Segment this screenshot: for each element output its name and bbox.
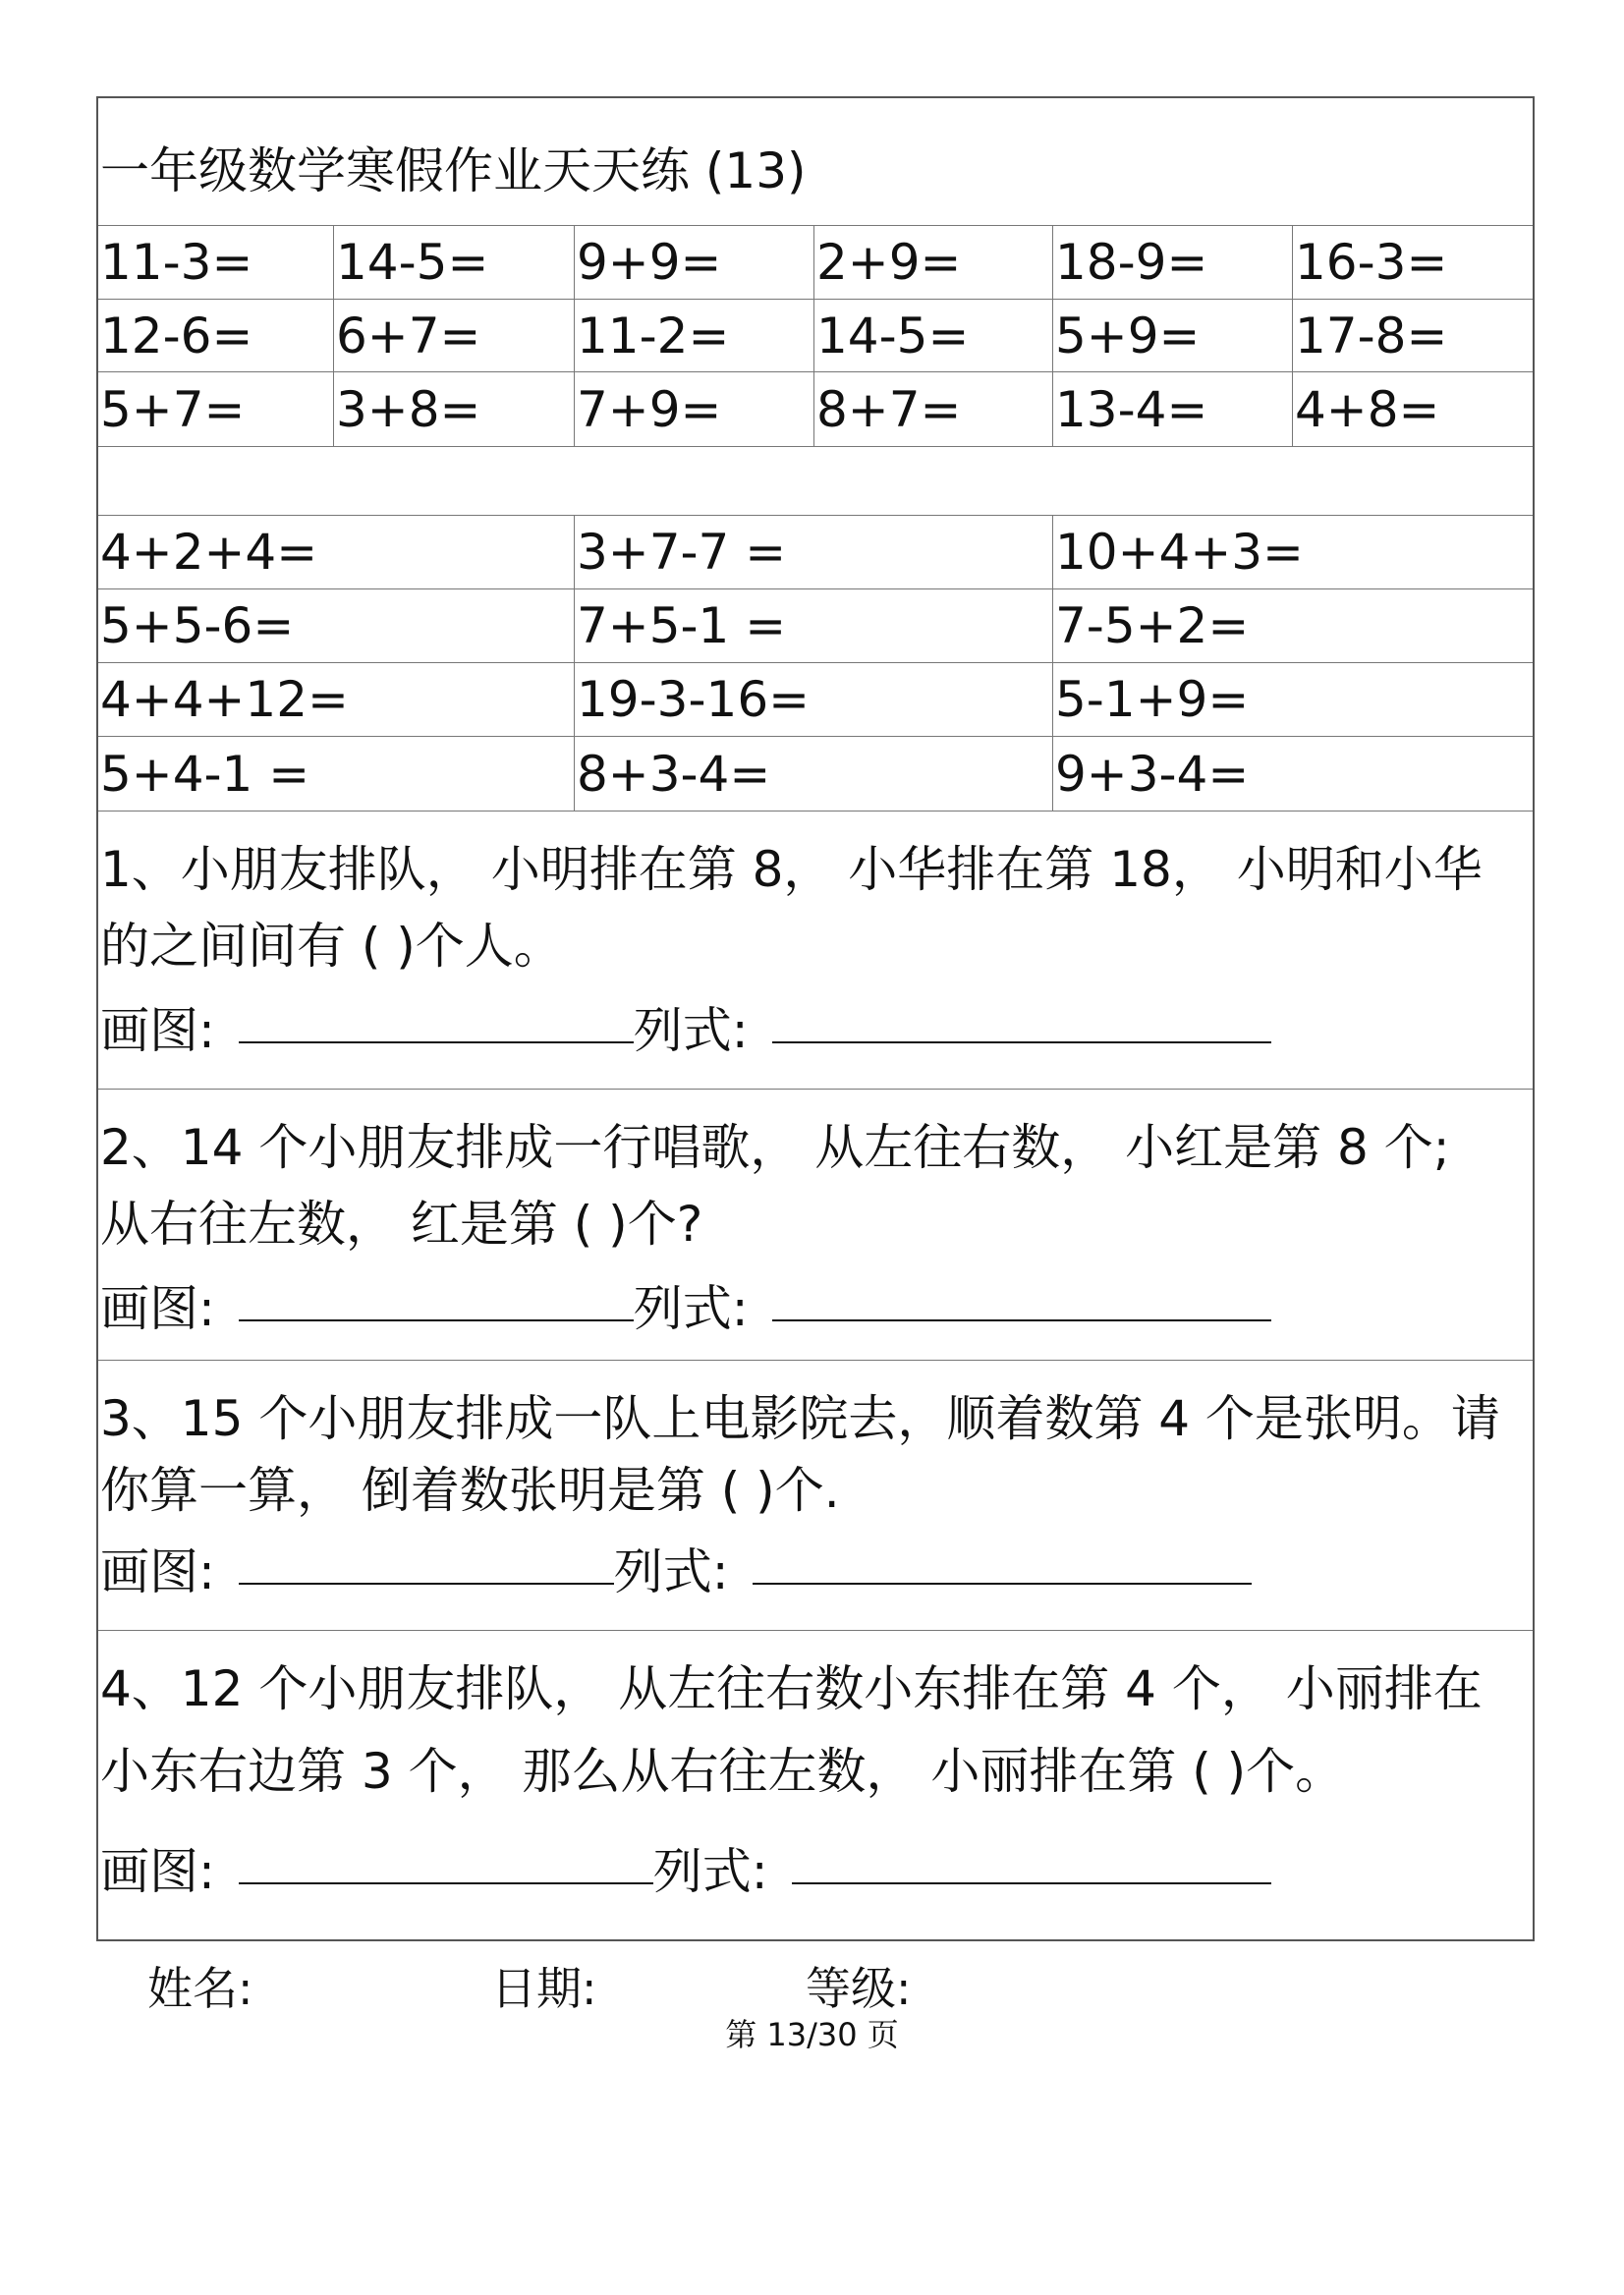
draw-label: 画图: (100, 1843, 215, 1900)
mixed-row (98, 737, 1533, 812)
formula-blank[interactable] (792, 1882, 1271, 1884)
formula-label: 列式: (633, 1280, 749, 1337)
date-label: 日期: (491, 1962, 597, 2015)
answer-line (100, 1002, 1271, 1059)
mixed-cell: 5+5-6= (98, 589, 575, 662)
mixed-cell: 4+4+12= (98, 663, 575, 736)
problem-text-line: 你算一算， 倒着数张明是第 ( )个. (100, 1462, 840, 1519)
oral-row (98, 372, 1533, 447)
word-problem (98, 1090, 1533, 1361)
answer-line (100, 1543, 1252, 1600)
problem-text-line: 2、14 个小朋友排成一行唱歌， 从左往右数， 小红是第 8 个; (100, 1119, 1450, 1176)
problem-text-line: 1、小朋友排队， 小明排在第 8， 小华排在第 18， 小明和小华 (100, 841, 1483, 898)
formula-blank[interactable] (753, 1583, 1252, 1585)
formula-label: 列式: (633, 1002, 749, 1059)
grade-label: 等级: (806, 1962, 912, 2015)
oral-cell: 14-5= (814, 300, 1053, 371)
oral-row (98, 300, 1533, 372)
oral-cell: 8+7= (814, 372, 1053, 446)
oral-cell: 5+7= (98, 372, 334, 446)
page-number: 第 13/30 页 (725, 2016, 899, 2053)
problem-text-line: 小东右边第 3 个， 那么从右往左数， 小丽排在第 ( )个。 (100, 1743, 1345, 1800)
spacer-row (98, 447, 1533, 516)
answer-line (100, 1280, 1271, 1337)
answer-line (100, 1843, 1271, 1900)
formula-blank[interactable] (772, 1041, 1271, 1043)
mixed-cell: 5-1+9= (1055, 671, 1250, 728)
formula-label: 列式: (613, 1543, 729, 1600)
mixed-cell: 9+3-4= (1055, 745, 1250, 803)
oral-cell: 14-5= (334, 226, 575, 299)
oral-cell: 2+9= (814, 226, 1053, 299)
mixed-cell: 7-5+2= (1055, 597, 1250, 654)
problem-text-line: 4、12 个小朋友排队， 从左往右数小东排在第 4 个， 小丽排在 (100, 1660, 1483, 1717)
title-row (98, 98, 1533, 226)
mixed-cell: 19-3-16= (575, 663, 1053, 736)
mixed-row (98, 663, 1533, 737)
problem-text-line: 从右往左数， 红是第 ( )个? (100, 1196, 703, 1253)
oral-cell: 16-3= (1295, 234, 1448, 291)
name-label: 姓名: (147, 1962, 253, 2015)
draw-blank[interactable] (239, 1882, 653, 1884)
mixed-cell: 4+2+4= (98, 516, 575, 588)
oral-cell: 6+7= (334, 300, 575, 371)
draw-label: 画图: (100, 1543, 215, 1600)
worksheet-table (96, 96, 1535, 1941)
oral-cell: 5+9= (1053, 300, 1293, 371)
oral-cell: 13-4= (1053, 372, 1293, 446)
word-problem (98, 1361, 1533, 1631)
oral-cell: 12-6= (98, 300, 334, 371)
oral-cell: 11-3= (98, 226, 334, 299)
draw-blank[interactable] (239, 1041, 634, 1043)
oral-row (98, 226, 1533, 300)
mixed-row (98, 516, 1533, 589)
word-problem (98, 812, 1533, 1090)
oral-cell: 4+8= (1295, 380, 1440, 438)
oral-cell: 7+9= (575, 372, 814, 446)
word-problem (98, 1631, 1533, 1941)
draw-label: 画图: (100, 1280, 215, 1337)
mixed-cell: 10+4+3= (1055, 524, 1304, 581)
mixed-cell: 5+4-1 = (98, 737, 575, 811)
problem-text-line: 3、15 个小朋友排成一队上电影院去，顺着数第 4 个是张明。请 (100, 1390, 1500, 1447)
draw-label: 画图: (100, 1002, 215, 1059)
mixed-row (98, 589, 1533, 663)
oral-cell: 3+8= (334, 372, 575, 446)
oral-cell: 17-8= (1295, 307, 1448, 364)
formula-blank[interactable] (772, 1319, 1271, 1321)
page-title: 一年级数学寒假作业天天练 (13) (100, 142, 807, 199)
oral-cell: 18-9= (1053, 226, 1293, 299)
mixed-cell: 7+5-1 = (575, 589, 1053, 662)
draw-blank[interactable] (239, 1319, 634, 1321)
problem-text-line: 的之间间有 ( )个人。 (100, 918, 563, 975)
oral-cell: 9+9= (575, 226, 814, 299)
oral-cell: 11-2= (575, 300, 814, 371)
mixed-cell: 8+3-4= (575, 737, 1053, 811)
formula-label: 列式: (652, 1843, 768, 1900)
mixed-cell: 3+7-7 = (575, 516, 1053, 588)
draw-blank[interactable] (239, 1583, 614, 1585)
